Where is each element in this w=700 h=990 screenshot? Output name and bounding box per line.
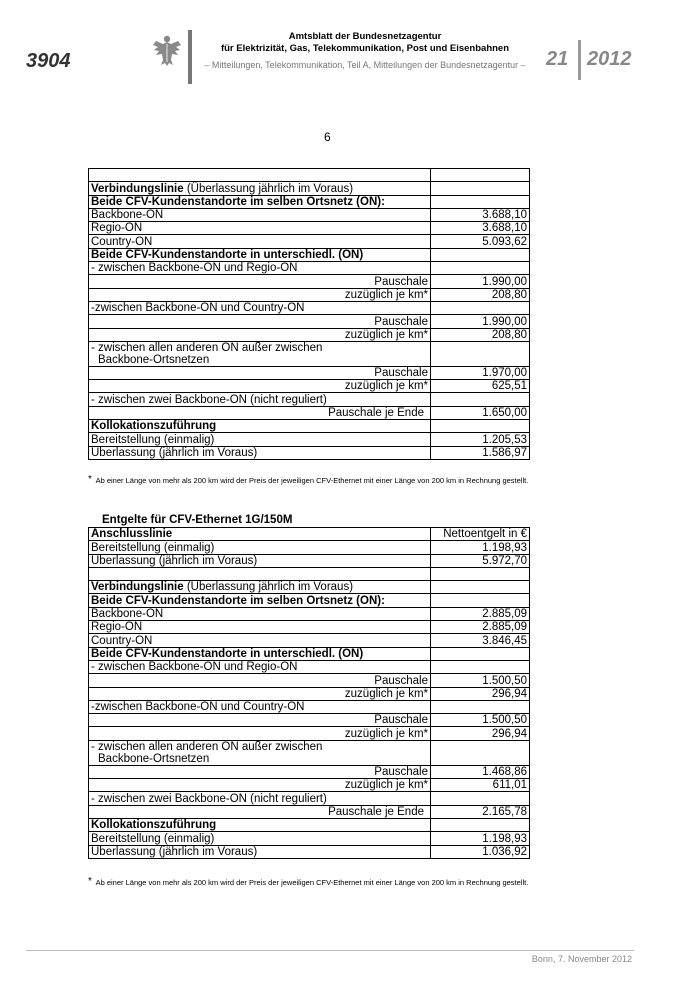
table-row [89, 740, 530, 765]
row-label: Verbindungslinie (Überlassung jährlich im Voraus) [89, 182, 431, 195]
table-cell: Beide CFV-Kundenstandorte im selben Ortsnetz (ON): [89, 594, 431, 607]
table-cell: 3.688,10 [431, 222, 530, 235]
table-cell [431, 248, 530, 261]
table-cell: zuzüglich je km* [89, 328, 431, 341]
table-row [89, 420, 530, 433]
table-row [89, 792, 530, 805]
table-row [89, 634, 530, 647]
table-cell: Pauschale [89, 366, 431, 379]
table-row [89, 727, 530, 740]
table-row [89, 581, 530, 594]
table-row [89, 779, 530, 792]
table-row [89, 393, 530, 406]
table-cell: 625,51 [431, 380, 530, 393]
table-cell: 1.990,00 [431, 275, 530, 288]
table-cell: Backbone-ON [89, 208, 431, 221]
footnote-1: * Ab einer Länge von mehr als 200 km wird der Preis der jeweiligen CFV-Ethernet mit einer Länge von 200 km in Rechnung gestellt. [88, 474, 529, 485]
table-cell [431, 660, 530, 673]
table-cell: Bereitstellung (einmalig) [89, 832, 431, 845]
issue-year: 2012 [587, 48, 632, 70]
table-cell: Pauschale [89, 714, 431, 727]
table-cell [431, 393, 530, 406]
table-cell [431, 195, 530, 208]
table-cell: - zwischen zwei Backbone-ON (nicht reguliert) [89, 393, 431, 406]
table-row [89, 674, 530, 687]
table-cell: Pauschale je Ende [89, 406, 431, 419]
table-cell [431, 567, 530, 580]
table-cell: Pauschale [89, 765, 431, 778]
journal-subtitle: für Elektrizität, Gas, Telekommunikation, Post und Eisenbahnen [220, 43, 510, 54]
table-cell: Überlassung (jährlich im Voraus) [89, 554, 431, 567]
table-cell: 1.990,00 [431, 315, 530, 328]
table-cell: 2.885,09 [431, 607, 530, 620]
table-cell: Pauschale [89, 674, 431, 687]
table-cell: 1.036,92 [431, 845, 530, 858]
table-cell [431, 420, 530, 433]
table-cell: Regio-ON [89, 222, 431, 235]
table-row [89, 446, 530, 459]
table-cell: 296,94 [431, 727, 530, 740]
table-row [89, 554, 530, 567]
table-row [89, 818, 530, 831]
footer-rule [26, 950, 634, 951]
table-cell: 3.688,10 [431, 208, 530, 221]
table-cell: - zwischen zwei Backbone-ON (nicht reguliert) [89, 792, 431, 805]
table-cell: Country-ON [89, 235, 431, 248]
table-cell: Pauschale [89, 315, 431, 328]
table-row [89, 647, 530, 660]
table-cell: Beide CFV-Kundenstandorte in unterschiedl. (ON) [89, 248, 431, 261]
footer-date: Bonn, 7. November 2012 [531, 954, 632, 964]
fee-table-2 [88, 527, 530, 859]
table-cell: Country-ON [89, 634, 431, 647]
table-cell [431, 262, 530, 275]
table-row [89, 315, 530, 328]
table-row [89, 805, 530, 818]
table-cell: Backbone-ON [89, 607, 431, 620]
table-row [89, 380, 530, 393]
issue-number: 21 [546, 48, 569, 70]
table-cell: 3.846,45 [431, 634, 530, 647]
table-cell: 611,01 [431, 779, 530, 792]
table-row [89, 406, 530, 419]
federal-eagle-icon [152, 33, 182, 67]
table-row [89, 169, 530, 182]
fee-table-1 [88, 168, 530, 460]
table-cell: 2.885,09 [431, 621, 530, 634]
table-cell [431, 169, 530, 182]
table-row [89, 832, 530, 845]
table-row [89, 248, 530, 261]
table-cell: 5.972,70 [431, 554, 530, 567]
table-cell: -zwischen Backbone-ON und Country-ON [89, 301, 431, 314]
table-cell: zuzüglich je km* [89, 779, 431, 792]
table-cell: 1.198,93 [431, 541, 530, 554]
row-label: Verbindungslinie (Überlassung jährlich im Voraus) [89, 581, 431, 594]
table-cell: Pauschale [89, 275, 431, 288]
table-row [89, 275, 530, 288]
table-row [89, 621, 530, 634]
table-cell [89, 567, 431, 580]
table-cell: zuzüglich je km* [89, 727, 431, 740]
table-cell: 1.198,93 [431, 832, 530, 845]
table-row [89, 328, 530, 341]
table-cell: Kollokationszuführung [89, 420, 431, 433]
table-cell: 1.970,00 [431, 366, 530, 379]
table-row [89, 182, 530, 195]
table-cell: zuzüglich je km* [89, 687, 431, 700]
journal-section: – Mitteilungen, Telekommunikation, Teil A, Mitteilungen der Bundesnetzagentur – [204, 60, 526, 70]
table-cell [431, 581, 530, 594]
table-cell: Bereitstellung (einmalig) [89, 541, 431, 554]
table-row [89, 262, 530, 275]
table-row [89, 341, 530, 366]
table-row [89, 567, 530, 580]
table-cell [431, 740, 530, 765]
table-cell: 5.093,62 [431, 235, 530, 248]
table-row [89, 288, 530, 301]
table-cell [431, 594, 530, 607]
table-cell: - zwischen Backbone-ON und Regio-ON [89, 660, 431, 673]
table-cell [431, 700, 530, 713]
page-marker: 6 [324, 130, 331, 144]
table-cell: 1.500,50 [431, 714, 530, 727]
table-cell: Überlassung (jährlich im Voraus) [89, 845, 431, 858]
table-cell [89, 169, 431, 182]
table-cell [431, 818, 530, 831]
table-row [89, 541, 530, 554]
table-row [89, 765, 530, 778]
table-cell: -zwischen Backbone-ON und Country-ON [89, 700, 431, 713]
table-cell: - zwischen allen anderen ON außer zwischen Backbone-Ortsnetzen [89, 341, 431, 366]
table-cell: - zwischen allen anderen ON außer zwischen Backbone-Ortsnetzen [89, 740, 431, 765]
table-row [89, 714, 530, 727]
table-cell: Beide CFV-Kundenstandorte im selben Ortsnetz (ON): [89, 195, 431, 208]
table-cell: zuzüglich je km* [89, 380, 431, 393]
table-cell [431, 792, 530, 805]
table-cell [431, 182, 530, 195]
header-divider [188, 30, 192, 84]
table-cell: Kollokationszuführung [89, 818, 431, 831]
table-cell: 1.468,86 [431, 765, 530, 778]
journal-title: Amtsblatt der Bundesnetzagentur [288, 31, 442, 42]
footnote-2: * Ab einer Länge von mehr als 200 km wird der Preis der jeweiligen CFV-Ethernet mit einer Länge von 200 km in Rechnung gestellt. [88, 876, 529, 887]
table-row [89, 222, 530, 235]
table-row [89, 845, 530, 858]
table-row [89, 528, 530, 541]
table-cell: 1.650,00 [431, 406, 530, 419]
table-cell: Pauschale je Ende [89, 805, 431, 818]
page-number: 3904 [26, 50, 71, 72]
table-cell: Überlassung (jährlich im Voraus) [89, 446, 431, 459]
table-cell: zuzüglich je km* [89, 288, 431, 301]
table-cell: 1.500,50 [431, 674, 530, 687]
table-cell: - zwischen Backbone-ON und Regio-ON [89, 262, 431, 275]
table-cell: Anschlusslinie [89, 528, 431, 541]
table-row [89, 301, 530, 314]
table-row [89, 700, 530, 713]
table-row [89, 366, 530, 379]
table-row [89, 687, 530, 700]
table-cell: 2.165,78 [431, 805, 530, 818]
issue-divider [578, 40, 581, 80]
table-cell: 1.586,97 [431, 446, 530, 459]
table-cell: 1.205,53 [431, 433, 530, 446]
table-cell: Regio-ON [89, 621, 431, 634]
table-cell: Bereitstellung (einmalig) [89, 433, 431, 446]
table-row [89, 594, 530, 607]
table-row [89, 195, 530, 208]
table-cell [431, 647, 530, 660]
table-cell: 208,80 [431, 328, 530, 341]
section-title: Entgelte für CFV-Ethernet 1G/150M [102, 514, 293, 526]
table-cell [431, 341, 530, 366]
table-row [89, 235, 530, 248]
table-row [89, 433, 530, 446]
table-row [89, 660, 530, 673]
column-header: Nettoentgelt in € [431, 528, 530, 541]
table-cell [431, 301, 530, 314]
table-row [89, 607, 530, 620]
table-row [89, 208, 530, 221]
table-cell: 296,94 [431, 687, 530, 700]
table-cell: Beide CFV-Kundenstandorte in unterschiedl. (ON) [89, 647, 431, 660]
table-cell: 208,80 [431, 288, 530, 301]
